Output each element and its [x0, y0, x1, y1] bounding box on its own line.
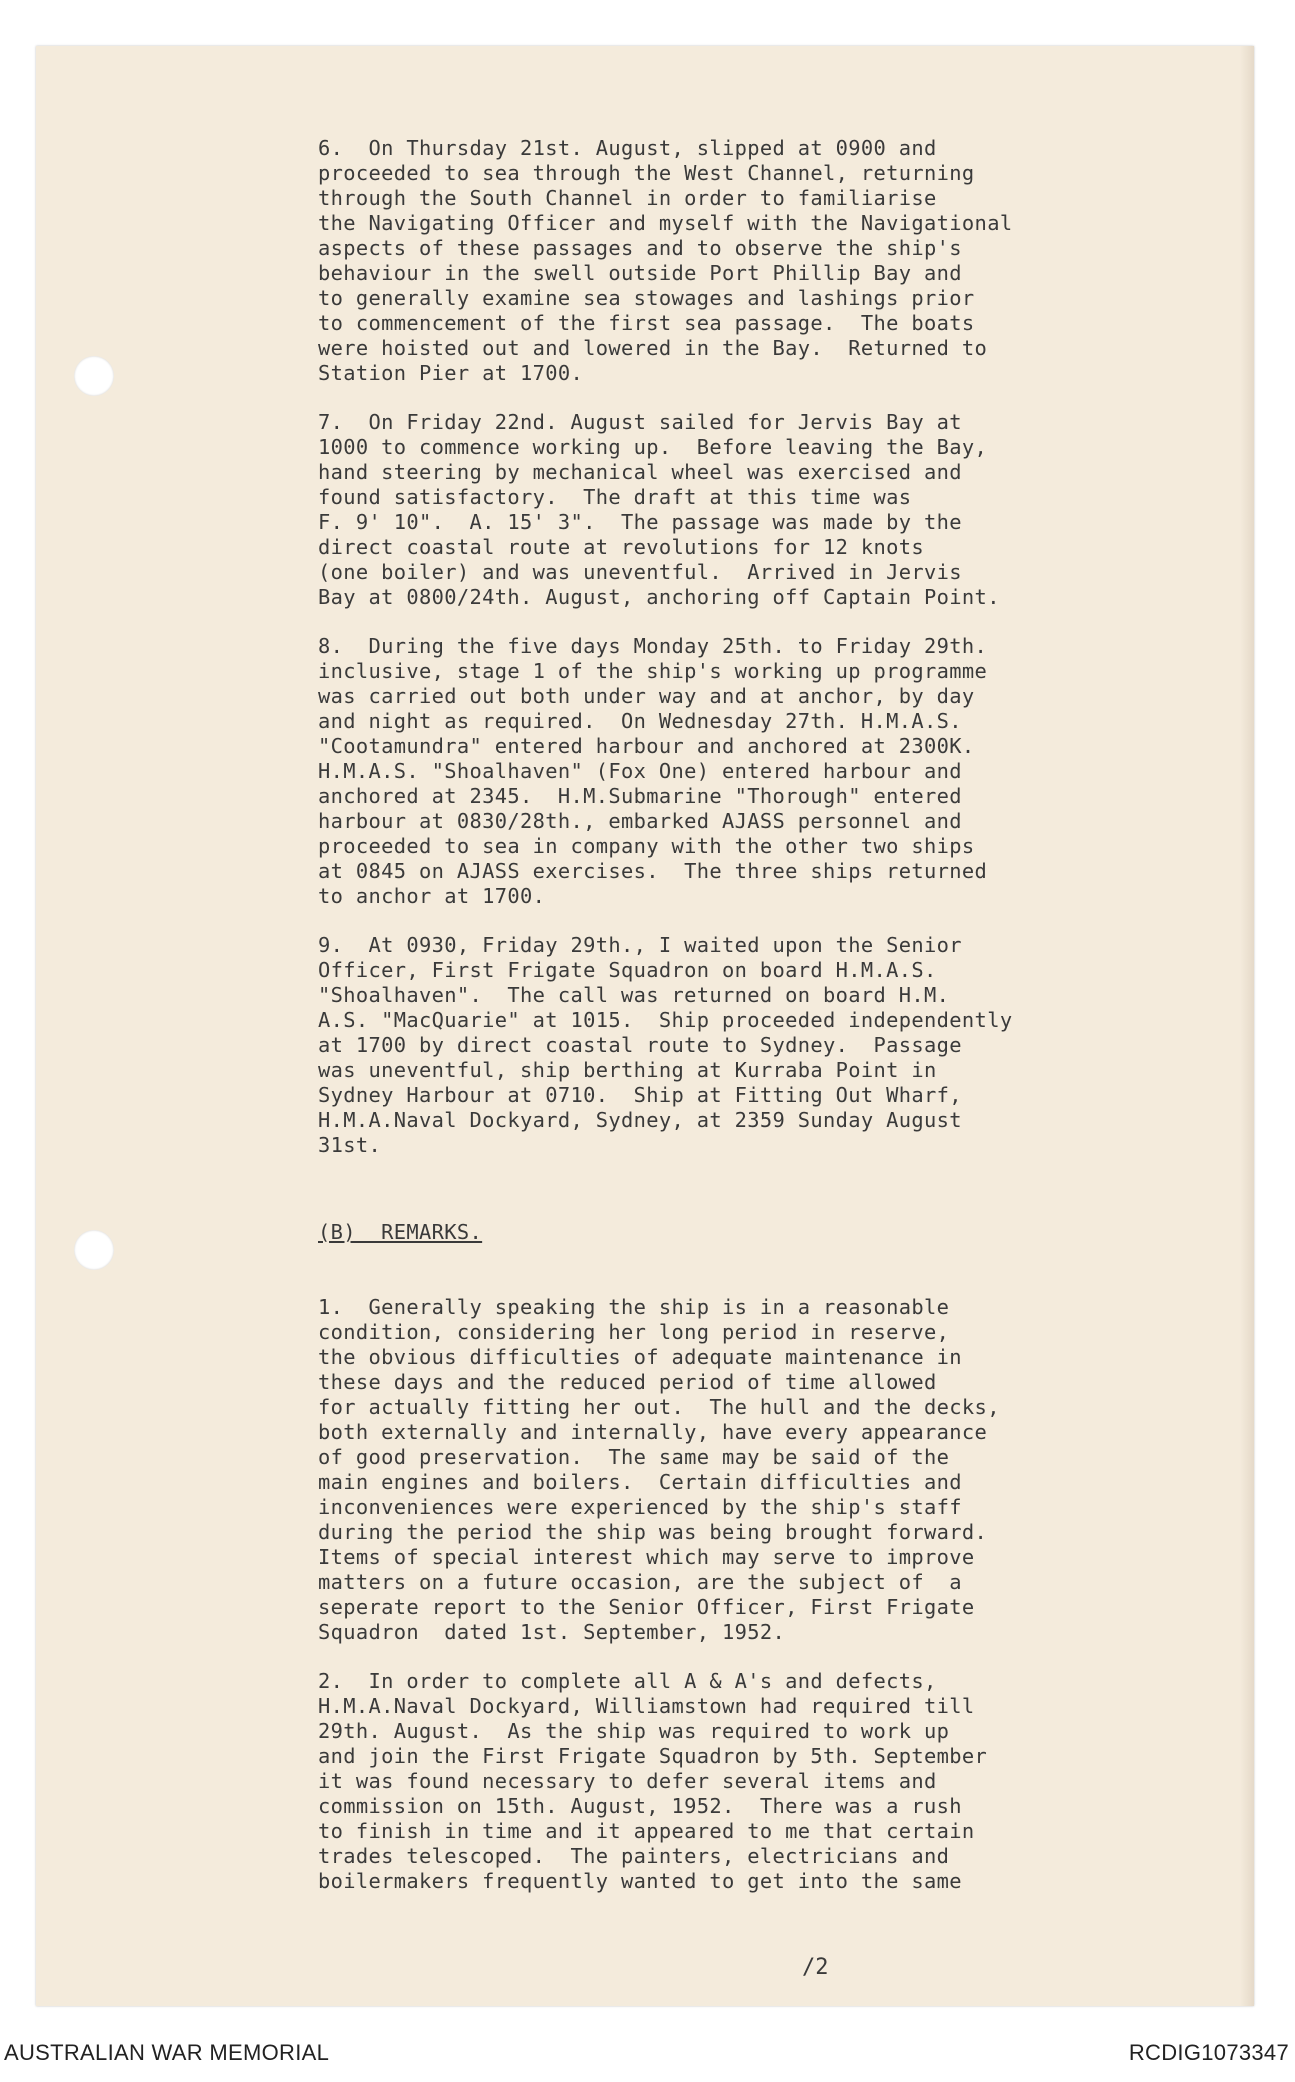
section-heading-remarks: (B) REMARKS. — [318, 1220, 483, 1244]
punch-hole — [74, 1230, 114, 1270]
footer-record-id: RCDIG1073347 — [1128, 2040, 1289, 2065]
page-edge-shadow — [1240, 46, 1254, 2006]
paragraph-7: 7. On Friday 22nd. August sailed for Jervis Bay at 1000 to commence working up. Before leaving the Bay, hand steering by mechanical wheel was exercised and found satisfactory. The draft at this time was F. 9' 10". A. 15' 3". The passage was made by the direct coastal route at revolutions for 12 knots (one boiler) and was uneventful. Arrived in Jervis Bay at 0800/24th. August, anchoring off Captain Point. — [318, 410, 1000, 609]
paragraph-8: 8. During the five days Monday 25th. to Friday 29th. inclusive, stage 1 of the ship's working up programme was carried out both under way and at anchor, by day and night as required. On Wednesday 27th. H.M.A.S. "Cootamundra" entered harbour and anchored at 2300K. H.M.A.S. "Shoalhaven" (Fox One) entered harbour and anchored at 2345. H.M.Submarine "Thorough" entered harbour at 0830/28th., embarked AJASS personnel and proceeded to sea in company with the other two ships at 0845 on AJASS exercises. The three ships returned to anchor at 1700. — [318, 634, 988, 908]
document-body — [318, 136, 1148, 1918]
paragraph-6: 6. On Thursday 21st. August, slipped at 0900 and proceeded to sea through the West Channel, returning through the South Channel in order to familiarise the Navigating Officer and myself with the Navigational aspects of these passages and to observe the ship's behaviour in the swell outside Port Phillip Bay and to generally examine sea stowages and lashings prior to commencement of the first sea passage. The boats were hoisted out and lowered in the Bay. Returned to Station Pier at 1700. — [318, 136, 1013, 385]
paragraph-9: 9. At 0930, Friday 29th., I waited upon the Senior Officer, First Frigate Squadron on board H.M.A.S. "Shoalhaven". The call was returned on board H.M. A.S. "MacQuarie" at 1015. Ship proceeded independently at 1700 by direct coastal route to Sydney. Passage was uneventful, ship berthing at Kurraba Point in Sydney Harbour at 0710. Ship at Fitting Out Wharf, H.M.A.Naval Dockyard, Sydney, at 2359 Sunday August 31st. — [318, 933, 1013, 1157]
punch-hole — [74, 356, 114, 396]
remarks-paragraph-1: 1. Generally speaking the ship is in a reasonable condition, considering her long period in reserve, the obvious difficulties of adequate maintenance in these days and the reduced period of time allowed for actually fitting her out. The hull and the decks, both externally and internally, have every appearance of good preservation. The same may be said of the main engines and boilers. Certain difficulties and inconveniences were experienced by the ship's staff during the period the ship was being brought forward. Items of special interest which may serve to improve matters on a future occasion, are the subject of a seperate report to the Senior Officer, First Frigate Squadron dated 1st. September, 1952. — [318, 1295, 1000, 1644]
footer-institution: AUSTRALIAN WAR MEMORIAL — [4, 2040, 330, 2065]
remarks-paragraph-2: 2. In order to complete all A & A's and defects, H.M.A.Naval Dockyard, Williamstown had required till 29th. August. As the ship was required to work up and join the First Frigate Squadron by 5th. September it was found necessary to defer several items and commission on 15th. August, 1952. There was a rush to finish in time and it appeared to me that certain trades telescoped. The painters, electricians and boilermakers frequently wanted to get into the same — [318, 1669, 988, 1893]
page-number: /2 — [802, 1955, 829, 1980]
